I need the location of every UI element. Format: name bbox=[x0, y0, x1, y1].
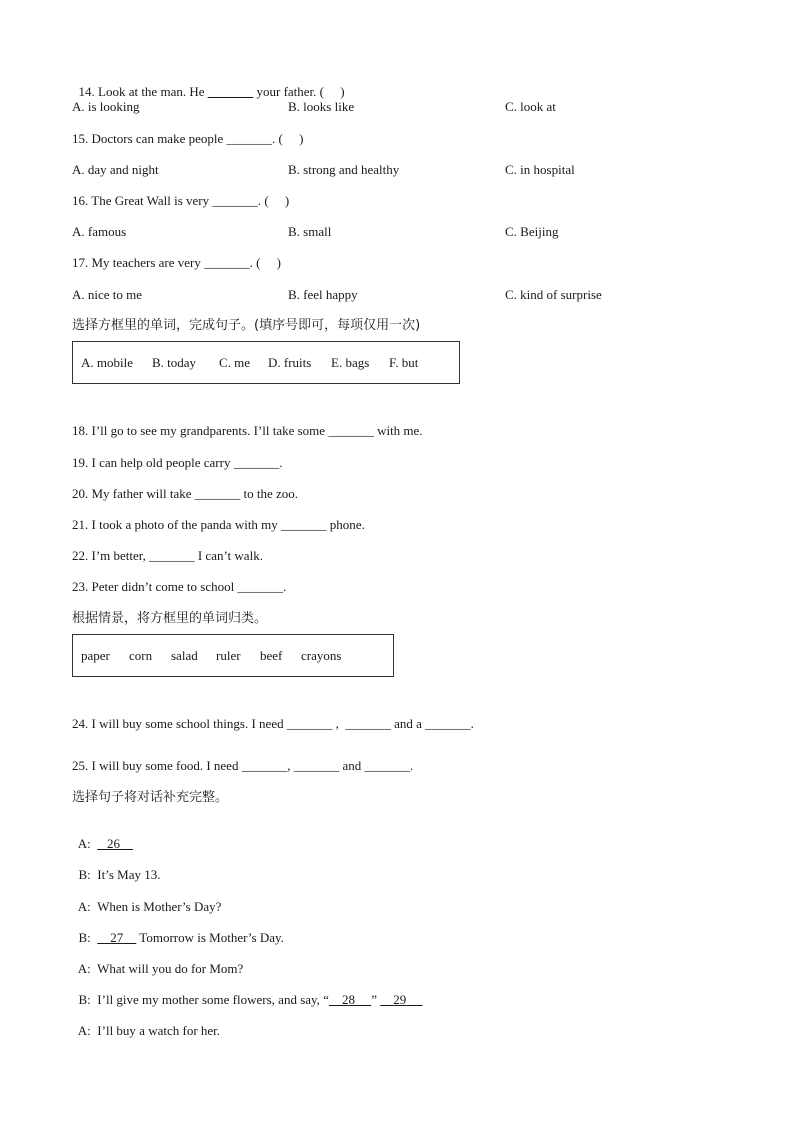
question-14-option-c[interactable]: C. look at bbox=[505, 99, 556, 114]
dialogue-speaker: B: bbox=[78, 930, 91, 945]
question-14-option-a[interactable]: A. is looking bbox=[72, 99, 140, 114]
dialogue-speaker: A: bbox=[77, 899, 91, 914]
dialogue-speaker: A: bbox=[77, 1023, 91, 1038]
word-box-1-item: B. today bbox=[152, 355, 197, 370]
question-15-option-c[interactable]: C. in hospital bbox=[505, 162, 575, 177]
dialogue-line-3 bbox=[72, 883, 221, 915]
word-box-2-item: beef bbox=[260, 648, 283, 663]
word-box-1-item: F. but bbox=[389, 355, 419, 370]
word-box-1-item: A. mobile bbox=[81, 355, 133, 370]
dialogue-speaker: B: bbox=[78, 867, 91, 882]
word-box-1-item: C. me bbox=[219, 355, 251, 370]
question-14 bbox=[72, 68, 345, 100]
dialogue-text: I’ll give my mother some flowers, and say, “ bbox=[97, 992, 329, 1007]
dialogue-line-1 bbox=[72, 820, 133, 852]
dialogue-speaker: A: bbox=[77, 836, 91, 851]
question-14-option-b[interactable]: B. looks like bbox=[288, 99, 355, 114]
dialogue-blank-28[interactable]: 28 bbox=[341, 992, 355, 1007]
question-24: 24. I will buy some school things. I need _______ , _______ and a _______. bbox=[72, 716, 474, 731]
dialogue-speaker: A: bbox=[77, 961, 91, 976]
dialogue-line-4 bbox=[72, 914, 284, 946]
question-17-stem: 17. My teachers are very _______. ( ) bbox=[72, 255, 282, 270]
question-14-tail: your father. ( ) bbox=[253, 84, 345, 99]
dialogue-text: It’s May 13. bbox=[97, 867, 161, 882]
word-box-2-item: paper bbox=[81, 648, 110, 663]
dialogue-line-2 bbox=[72, 851, 161, 883]
question-17-option-c[interactable]: C. kind of surprise bbox=[505, 287, 602, 302]
word-box-1-item: D. fruits bbox=[268, 355, 312, 370]
dialogue-text: What will you do for Mom? bbox=[97, 961, 244, 976]
question-23: 23. Peter didn’t come to school _______. bbox=[72, 579, 287, 594]
question-16-option-a[interactable]: A. famous bbox=[72, 224, 127, 239]
word-box-2 bbox=[72, 634, 394, 677]
dialogue-text: I’ll buy a watch for her. bbox=[97, 1023, 221, 1038]
section-2-instruction: 选择方框里的单词，完成句子。(填序号即可，每项仅用一次) bbox=[72, 318, 421, 333]
dialogue-blank-26[interactable]: 26 bbox=[107, 836, 121, 851]
dialogue-line-5 bbox=[72, 945, 243, 977]
dialogue-blank-29[interactable]: 29 bbox=[393, 992, 407, 1007]
question-16-option-b[interactable]: B. small bbox=[288, 224, 332, 239]
dialogue-line-6: B: I’ll give my mother some flowers, and say, “ 28 ” 29 bbox=[72, 976, 422, 1008]
word-box-2-item: salad bbox=[171, 648, 198, 663]
question-14-stem: 14. Look at the man. He bbox=[78, 84, 208, 99]
dialogue-speaker: B: bbox=[78, 992, 91, 1007]
dialogue-line-7 bbox=[72, 1007, 220, 1039]
word-box-2-item: corn bbox=[129, 648, 153, 663]
question-21: 21. I took a photo of the panda with my _______ phone. bbox=[72, 517, 365, 532]
question-20: 20. My father will take _______ to the zoo. bbox=[72, 486, 299, 501]
question-15-option-b[interactable]: B. strong and healthy bbox=[288, 162, 400, 177]
dialogue-text: Tomorrow is Mother’s Day. bbox=[136, 930, 284, 945]
question-18: 18. I’ll go to see my grandparents. I’ll take some _______ with me. bbox=[72, 423, 423, 438]
question-17-option-b[interactable]: B. feel happy bbox=[288, 287, 358, 302]
dialogue-blank-27[interactable]: 27 bbox=[110, 930, 124, 945]
question-16-stem: 16. The Great Wall is very _______. ( ) bbox=[72, 193, 290, 208]
word-box-1 bbox=[72, 341, 460, 384]
question-15-option-a[interactable]: A. day and night bbox=[72, 162, 159, 177]
question-14-blank[interactable]: _______ bbox=[207, 84, 254, 99]
dialogue-text: When is Mother’s Day? bbox=[97, 899, 222, 914]
word-box-2-item: crayons bbox=[301, 648, 342, 663]
word-box-2-item: ruler bbox=[216, 648, 241, 663]
question-16-option-c[interactable]: C. Beijing bbox=[505, 224, 559, 239]
question-15-stem: 15. Doctors can make people _______. ( ) bbox=[72, 131, 304, 146]
question-22: 22. I’m better, _______ I can’t walk. bbox=[72, 548, 263, 563]
word-box-1-item: E. bags bbox=[331, 355, 370, 370]
section-3-instruction: 根据情景，将方框里的单词归类。 bbox=[72, 611, 268, 626]
question-19: 19. I can help old people carry _______. bbox=[72, 455, 283, 470]
question-25: 25. I will buy some food. I need _______, _______ and _______. bbox=[72, 758, 414, 773]
section-4-instruction: 选择句子将对话补充完整。 bbox=[72, 790, 229, 805]
question-17-option-a[interactable]: A. nice to me bbox=[72, 287, 143, 302]
